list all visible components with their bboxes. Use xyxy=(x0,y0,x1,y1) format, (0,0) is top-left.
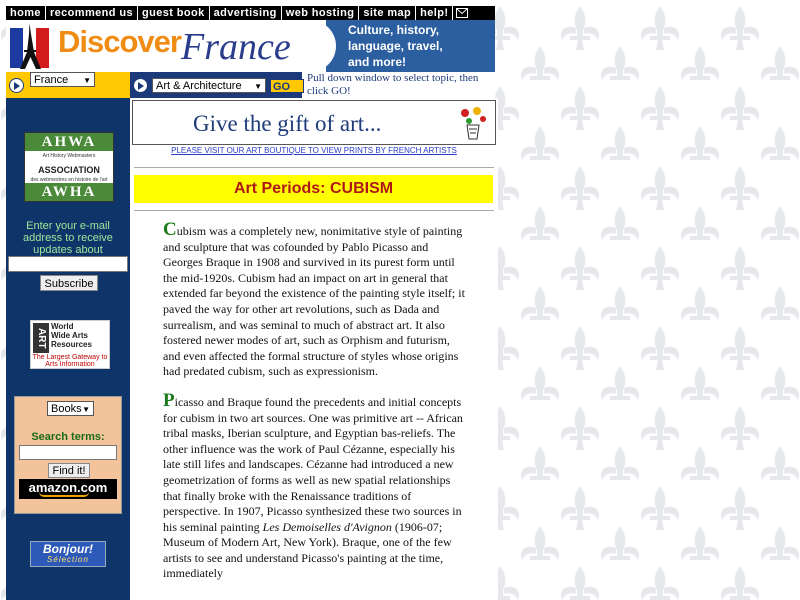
divider xyxy=(134,210,494,211)
article-body xyxy=(163,219,469,597)
drop-cap: P xyxy=(163,389,175,411)
search-input[interactable] xyxy=(19,445,117,460)
painting-title: Les Demoiselles d'Avignon xyxy=(262,519,392,534)
amazon-logo[interactable]: amazon.com xyxy=(19,479,117,499)
left-sidebar xyxy=(6,98,130,600)
amazon-search-box xyxy=(14,396,122,514)
world-wide-arts-resources-badge[interactable]: ART World Wide Arts Resources The Largest Gateway to Arts Information xyxy=(30,320,110,369)
nav-web-hosting[interactable]: web hosting xyxy=(282,6,360,20)
subscribe-button[interactable]: Subscribe xyxy=(40,275,98,291)
top-nav-bar xyxy=(6,6,495,20)
topic-select[interactable]: Art & Architecture ▼ xyxy=(152,78,266,93)
bonjour-selection-badge[interactable]: Bonjour! Sélection xyxy=(30,541,106,567)
drop-cap: C xyxy=(163,219,177,240)
banner-tagline: Culture, history, language, travel, and more! xyxy=(348,23,443,69)
find-it-button[interactable]: Find it! xyxy=(48,463,90,478)
dropdown-arrow-icon: ▼ xyxy=(82,405,90,414)
country-play-icon[interactable] xyxy=(9,78,24,93)
go-button[interactable]: GO xyxy=(270,79,304,93)
site-banner xyxy=(6,20,495,72)
nav-advertising[interactable]: advertising xyxy=(210,6,282,20)
art-boutique-link[interactable]: PLEASE VISIT OUR ART BOUTIQUE TO VIEW PRINTS BY FRENCH ARTISTS xyxy=(171,146,457,155)
dropdown-arrow-icon: ▼ xyxy=(83,76,91,85)
nav-site-map[interactable]: site map xyxy=(359,6,416,20)
brand-france: France xyxy=(181,26,291,68)
nav-home[interactable]: home xyxy=(6,6,46,20)
ahwa-association-badge[interactable]: AHWA Art History Webmasters ASSOCIATION des webmestres en histoire de l'art AWHA xyxy=(24,132,114,202)
brand-discover: Discover xyxy=(58,24,181,59)
country-select[interactable]: France ▼ xyxy=(30,72,95,87)
gift-of-art-banner[interactable]: Give the gift of art... xyxy=(132,100,496,145)
nav-recommend-us[interactable]: recommend us xyxy=(46,6,138,20)
article-paragraph: Picasso and Braque found the precedents and initial concepts for cubism in two art sources. One was primitive art -- African tribal masks, Iberian sculpture, and Egyptian bas-reliefs. The other influence was the work of Paul Cézanne, especially his late still lifes and landscapes. Cézanne had introduced a new geometrization of forms as well as new spatial relationships that finally broke with the Renaissance traditions of perspective. In 1907, Picasso synthesized these two sources in his seminal painting Les Demoiselles d'Avignon (1906-07; Museum of Modern Art, New York). Braque, one of the few artists to see and understand Picasso's painting at the time, immediately xyxy=(163,389,463,581)
article-paragraph: Cubism was a completely new, nonimitative style of painting and sculpture that was cofounded by Pablo Picasso and Georges Braque in 1908 and survived in its purest form until the mid-1920s. Cubism had an impact on art in general that extended far beyond the existence of the painting style itself; it paved the way for other art revolutions, such as Dada and surrealism, and was seminal to much of abstract art. It also fostered newer modes of art, such as Orphism and futurism, and even affected the formal structure of styles whose origins had predated cubism, such as expressionism. xyxy=(163,219,465,379)
nav-guest-book[interactable]: guest book xyxy=(138,6,210,20)
selector-hint: Pull down window to select topic, then click GO! xyxy=(307,72,479,97)
divider xyxy=(134,167,494,168)
nav-help[interactable]: help! xyxy=(416,6,453,20)
email-field[interactable] xyxy=(8,256,128,272)
envelope-icon[interactable] xyxy=(456,8,468,18)
selector-row xyxy=(6,72,495,98)
main-content xyxy=(130,98,498,600)
dropdown-arrow-icon: ▼ xyxy=(254,82,262,91)
eiffel-tower-flag-logo xyxy=(8,22,52,70)
search-terms-label: Search terms: xyxy=(31,431,105,443)
page-title: Art Periods: CUBISM xyxy=(134,175,493,203)
newsletter-signup-text: Enter your e-mail address to receive updates about xyxy=(23,220,113,256)
flower-vase-illustration xyxy=(455,105,491,143)
amazon-category-select[interactable]: Books ▼ xyxy=(47,401,94,416)
topic-play-icon[interactable] xyxy=(133,78,148,93)
